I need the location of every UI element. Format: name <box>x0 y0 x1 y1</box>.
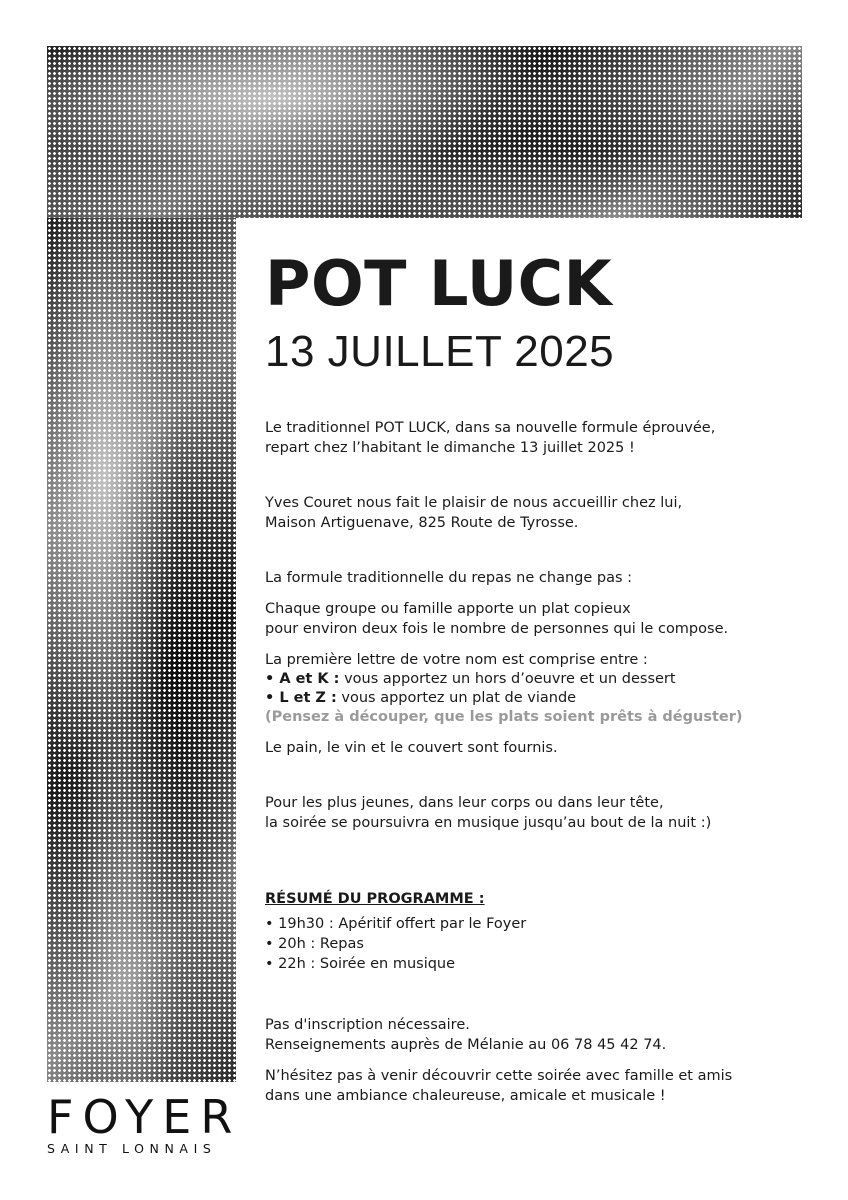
intro-line-2: repart chez l’habitant le dimanche 13 juillet 2025 ! <box>265 440 635 456</box>
provided-line: Le pain, le vin et le couvert sont fournis. <box>265 740 558 756</box>
group-a-text: vous apportez un hors d’oeuvre et un dessert <box>339 671 676 687</box>
food-photo-left <box>47 218 236 1082</box>
info-line-2: Renseignements auprès de Mélanie au 06 78 45 42 74. <box>265 1037 667 1053</box>
young-line-2: la soirée se poursuivra en musique jusqu’au bout de la nuit :) <box>265 815 712 831</box>
formula-line-2: Chaque groupe ou famille apporte un plat copieux <box>265 601 631 617</box>
intro-line-1: Le traditionnel POT LUCK, dans sa nouvelle formule éprouvée, <box>265 420 716 436</box>
host-line-2: Maison Artiguenave, 825 Route de Tyrosse. <box>265 515 579 531</box>
formula-line-1: La formule traditionnelle du repas ne change pas : <box>265 570 633 586</box>
closing-line-1: N’hésitez pas à venir découvrir cette soirée avec famille et amis <box>265 1068 733 1084</box>
info-line-1: Pas d'inscription nécessaire. <box>265 1017 470 1033</box>
event-date: 13 JUILLET 2025 <box>265 327 615 376</box>
group-l-text: vous apportez un plat de viande <box>336 690 577 706</box>
programme-heading: RÉSUMÉ DU PROGRAMME : <box>265 891 485 907</box>
food-photo-top <box>47 46 802 218</box>
young-line-1: Pour les plus jeunes, dans leur corps ou dans leur tête, <box>265 795 664 811</box>
group-l-label: • L et Z : <box>265 690 337 706</box>
group-a-line <box>265 669 676 689</box>
group-l-line <box>265 688 576 708</box>
programme-item: • 19h30 : Apéritif offert par le Foyer <box>265 916 527 932</box>
closing-line-2: dans une ambiance chaleureuse, amicale et musicale ! <box>265 1088 666 1104</box>
foyer-logo: FOYER <box>47 1090 242 1144</box>
formula-line-3: pour environ deux fois le nombre de personnes qui le compose. <box>265 621 729 637</box>
formula-line-4: La première lettre de votre nom est comprise entre : <box>265 652 648 668</box>
programme-item: • 22h : Soirée en musique <box>265 956 456 972</box>
foyer-logo-subtitle: SAINT LONNAIS <box>47 1141 217 1156</box>
cutting-note: (Pensez à découper, que les plats soient prêts à déguster) <box>265 709 743 725</box>
host-line-1: Yves Couret nous fait le plaisir de nous accueillir chez lui, <box>265 495 683 511</box>
programme-item: • 20h : Repas <box>265 936 364 952</box>
group-a-label: • A et K : <box>265 671 340 687</box>
page-title: POT LUCK <box>265 247 613 320</box>
